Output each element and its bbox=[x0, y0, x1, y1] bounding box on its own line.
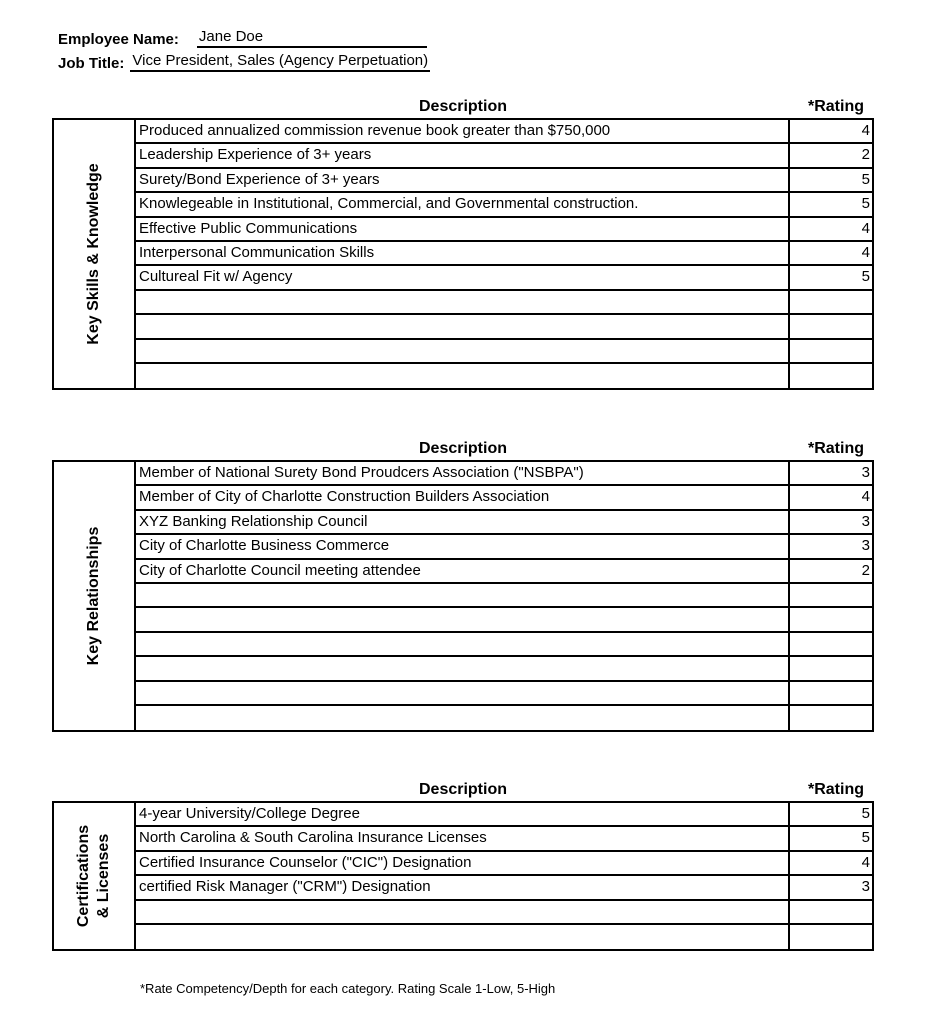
table-row bbox=[136, 193, 872, 217]
row-rating bbox=[788, 315, 872, 337]
row-description: Leadership Experience of 3+ years bbox=[139, 146, 372, 164]
row-description: Member of City of Charlotte Construction Builders Association bbox=[139, 488, 550, 506]
row-description: Cultureal Fit w/ Agency bbox=[139, 268, 293, 286]
row-rating: 3 bbox=[788, 535, 872, 557]
row-rating: 4 bbox=[788, 218, 872, 240]
category-label: Key Relationships bbox=[85, 526, 102, 666]
table-row bbox=[136, 486, 872, 510]
table-row bbox=[136, 608, 872, 632]
row-description: Member of National Surety Bond Proudcers Association ("NSBPA") bbox=[139, 464, 584, 481]
certifications-table bbox=[52, 801, 874, 951]
row-description bbox=[136, 682, 788, 704]
row-rating: 5 bbox=[788, 803, 872, 825]
row-description: Certified Insurance Counselor ("CIC") Designation bbox=[139, 853, 472, 871]
table-row bbox=[136, 852, 872, 876]
employee-header bbox=[58, 24, 430, 72]
row-description bbox=[136, 633, 788, 655]
row-description bbox=[136, 706, 788, 730]
table-row bbox=[136, 169, 872, 193]
table-row bbox=[136, 706, 872, 730]
row-description: XYZ Banking Relationship Council bbox=[139, 512, 368, 530]
rating-header: *Rating bbox=[808, 440, 864, 457]
table-row bbox=[136, 218, 872, 242]
row-rating bbox=[788, 291, 872, 313]
relationships-table bbox=[52, 460, 874, 732]
table-row bbox=[136, 827, 872, 851]
section-key-skills bbox=[52, 98, 874, 390]
category-cell bbox=[54, 462, 136, 730]
row-rating bbox=[788, 657, 872, 679]
row-description: Effective Public Communications bbox=[139, 219, 358, 237]
table-row bbox=[136, 242, 872, 266]
description-header: Description bbox=[418, 440, 507, 457]
row-description: certified Risk Manager ("CRM") Designation bbox=[139, 878, 431, 896]
employee-name-value: Jane Doe bbox=[197, 28, 427, 48]
rating-header: *Rating bbox=[808, 98, 864, 115]
row-description: Produced annualized commission revenue book greater than $750,000 bbox=[139, 122, 611, 139]
category-label bbox=[74, 825, 114, 927]
description-header: Description bbox=[418, 98, 507, 115]
employee-name-label: Employee Name: bbox=[58, 31, 179, 48]
row-description: City of Charlotte Business Commerce bbox=[139, 537, 390, 555]
row-rating: 3 bbox=[788, 462, 872, 484]
job-title-row bbox=[58, 48, 430, 72]
table-rows bbox=[136, 120, 872, 388]
row-rating: 4 bbox=[788, 242, 872, 264]
employee-name-row bbox=[58, 24, 430, 48]
table-row bbox=[136, 266, 872, 290]
column-headers bbox=[52, 440, 874, 460]
row-rating bbox=[788, 706, 872, 730]
table-rows bbox=[136, 803, 872, 949]
table-row bbox=[136, 340, 872, 364]
row-description: Interpersonal Communication Skills bbox=[139, 243, 375, 261]
table-row bbox=[136, 291, 872, 315]
category-label-line1: Certifications bbox=[75, 825, 92, 928]
row-description bbox=[136, 315, 788, 337]
job-title-label: Job Title: bbox=[58, 55, 125, 72]
row-description bbox=[136, 925, 788, 949]
row-rating: 5 bbox=[788, 193, 872, 215]
row-description bbox=[136, 584, 788, 606]
table-row bbox=[136, 144, 872, 168]
table-row bbox=[136, 315, 872, 339]
table-row bbox=[136, 535, 872, 559]
skills-table bbox=[52, 118, 874, 390]
category-label-line2: & Licenses bbox=[95, 833, 112, 919]
row-rating: 5 bbox=[788, 169, 872, 191]
row-rating: 3 bbox=[788, 511, 872, 533]
table-row bbox=[136, 120, 872, 144]
table-row bbox=[136, 925, 872, 949]
row-description: North Carolina & South Carolina Insurance Licenses bbox=[139, 829, 487, 847]
job-title-value: Vice President, Sales (Agency Perpetuation) bbox=[130, 52, 430, 72]
table-row bbox=[136, 876, 872, 900]
column-headers bbox=[52, 98, 874, 118]
rating-footnote: *Rate Competency/Depth for each category. Rating Scale 1-Low, 5-High bbox=[140, 981, 556, 996]
row-rating bbox=[788, 340, 872, 362]
row-description bbox=[136, 291, 788, 313]
table-row bbox=[136, 511, 872, 535]
row-description bbox=[136, 364, 788, 388]
table-row bbox=[136, 657, 872, 681]
table-row bbox=[136, 633, 872, 657]
row-description: Surety/Bond Experience of 3+ years bbox=[139, 170, 380, 188]
table-row bbox=[136, 364, 872, 388]
row-rating: 5 bbox=[788, 266, 872, 288]
row-description bbox=[136, 340, 788, 362]
row-rating: 2 bbox=[788, 144, 872, 166]
row-rating bbox=[788, 682, 872, 704]
row-rating: 4 bbox=[788, 486, 872, 508]
row-description bbox=[136, 657, 788, 679]
table-row bbox=[136, 584, 872, 608]
row-rating: 4 bbox=[788, 120, 872, 142]
description-header: Description bbox=[418, 781, 507, 798]
row-rating bbox=[788, 633, 872, 655]
row-rating bbox=[788, 608, 872, 630]
row-rating: 3 bbox=[788, 876, 872, 898]
table-row bbox=[136, 560, 872, 584]
category-label: Key Skills & Knowledge bbox=[85, 163, 102, 345]
category-cell bbox=[54, 803, 136, 949]
table-row bbox=[136, 462, 872, 486]
rating-header: *Rating bbox=[808, 781, 864, 798]
section-key-relationships bbox=[52, 440, 874, 732]
row-description: 4-year University/College Degree bbox=[139, 805, 360, 822]
table-row bbox=[136, 901, 872, 925]
row-rating bbox=[788, 584, 872, 606]
table-row bbox=[136, 682, 872, 706]
table-row bbox=[136, 803, 872, 827]
row-description bbox=[136, 901, 788, 923]
row-rating bbox=[788, 901, 872, 923]
section-certifications bbox=[52, 781, 874, 951]
row-rating bbox=[788, 364, 872, 388]
row-rating: 4 bbox=[788, 852, 872, 874]
row-description: Knowlegeable in Institutional, Commercial, and Governmental construction. bbox=[139, 195, 639, 213]
row-description: City of Charlotte Council meeting attendee bbox=[139, 561, 421, 579]
row-rating: 5 bbox=[788, 827, 872, 849]
table-rows bbox=[136, 462, 872, 730]
row-rating: 2 bbox=[788, 560, 872, 582]
row-rating bbox=[788, 925, 872, 949]
column-headers bbox=[52, 781, 874, 801]
category-cell bbox=[54, 120, 136, 388]
row-description bbox=[136, 608, 788, 630]
